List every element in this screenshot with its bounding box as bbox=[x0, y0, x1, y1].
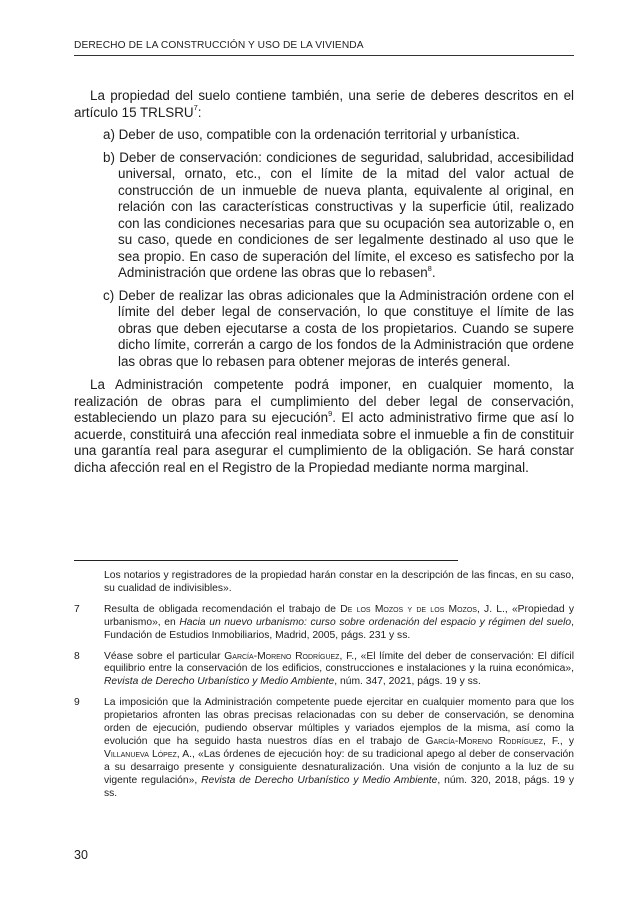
footnote-8-title: Revista de Derecho Urbanístico y Medio Ambiente bbox=[104, 676, 335, 688]
footnote-number: 7 bbox=[74, 603, 80, 615]
footnote-9-post: , núm. 320, 2018, págs. 19 y ss. bbox=[104, 774, 574, 799]
footnote-ref-8[interactable]: 8 bbox=[427, 263, 432, 273]
footnote-9 bbox=[74, 697, 574, 800]
running-header: DERECHO DE LA CONSTRUCCIÓN Y USO DE LA VIVIENDA bbox=[74, 40, 364, 51]
footnote-7-pre: Resulta de obligada recomendación el trabajo de bbox=[104, 603, 341, 615]
footnote-9-pre: La imposición que la Administración competente puede ejercitar en cualquier momento para que los propietarios afronten las obras precisas relacionadas con su deber de conservación, se denomina orden de ejecución, pudiendo observar múltiples y variados ejemplos de la misma, así como la evolución que ha seguido hasta nuestros días en el trabajo de bbox=[104, 697, 574, 747]
footnote-continuation-text: Los notarios y registradores de la propiedad harán constar en la descripción de las fincas, en su caso, su cualidad de indivisibles». bbox=[104, 570, 574, 594]
footnote-number: 8 bbox=[74, 650, 80, 662]
footnote-9-title: Revista de Derecho Urbanístico y Medio Ambiente bbox=[201, 774, 438, 786]
list-item-b-end: . bbox=[431, 265, 436, 280]
paragraph-2-start: La Administración competente podrá imponer, en cualquier momento, la realización de obras para el cumplimiento del deber legal de conservación, estableciendo un plazo para su ejecución bbox=[74, 377, 574, 425]
footnote-8-author: García-Moreno Rodríguez bbox=[224, 650, 340, 662]
list-item-c: c) Deber de realizar las obras adicionales que la Administración ordene con el límite del deber legal de conservación, lo que constituye el límite de las obras que deben ejecutarse a costa de los propietarios. Cuando se supere dicho límite, correrán a cargo de los fondos de la Administración que ordene las obras que lo rebasen para obtener mejoras de interés general. bbox=[103, 287, 574, 369]
footnote-8-pre: Véase sobre el particular bbox=[104, 650, 225, 662]
footnote-text bbox=[104, 651, 574, 690]
footnote-7-post: , Fundación de Estudios Inmobiliarios, Madrid, 2005, págs. 231 y ss. bbox=[104, 616, 574, 641]
footnote-number: 9 bbox=[74, 697, 80, 709]
footnote-8-post: , núm. 347, 2021, págs. 19 y ss. bbox=[334, 676, 481, 688]
footnote-7-mid: , J. L., «Propiedad y urbanismo», en bbox=[104, 603, 574, 628]
page-number: 30 bbox=[74, 848, 88, 862]
footnote-number-blank bbox=[74, 570, 104, 596]
footnote-7-author: De los Mozos y de los Mozos bbox=[340, 603, 477, 615]
intro-paragraph bbox=[74, 88, 574, 121]
list-item-b bbox=[74, 150, 574, 282]
paragraph-2-end: . El acto administrativo firme que así lo acuerde, constituirá una afección real inmediata sobre el inmueble a fin de constituir una garantía real para asegurar el cumplimiento de la obligación. Se hará constar dicha afección real en el Registro de la Propiedad mediante norma marginal. bbox=[74, 410, 575, 475]
footnote-9-mid-2: , A., «Las órdenes de ejecución hoy: de su tradicional apego al deber de conservación a su desarraigo presente y consiguiente desnaturalización. Una visión de conjunto a la luz de su vigente regulación», bbox=[104, 748, 574, 786]
footnote-rule bbox=[74, 560, 458, 561]
footnote-9-author-1: García-Moreno Rodríguez bbox=[425, 735, 543, 747]
footnote-8-mid: , F., «El límite del deber de conservación: El difícil equilibrio entre la conservación de los edificios, construcciones e instalaciones y la ruina económica», bbox=[104, 650, 574, 675]
intro-end: : bbox=[197, 104, 202, 120]
list-item-b-text: b) Deber de conservación: condiciones de seguridad, salubridad, accesibilidad universal, ornato, etc., con el límite de la mitad del valor actual de construcción de un inmueble de nueva planta, equivalente al original, en relación con las características constructivas y la superficie útil, realizado con las condiciones necesarias para que su ocupación sea autorizable o, en su caso, quede en condiciones de ser legalmente destinado al uso que le sea propio. En caso de superación del límite, el exceso es satisfecho por la Administración que ordene las obras que lo rebasen bbox=[103, 149, 574, 280]
footnote-9-author-2: Villanueva López bbox=[104, 748, 177, 760]
paragraph-administracion bbox=[74, 377, 574, 476]
footnote-9-mid-1: , F., y bbox=[542, 735, 574, 747]
list-item-a: a) Deber de uso, compatible con la ordenación territorial y urbanística. bbox=[103, 127, 520, 142]
main-text bbox=[74, 88, 574, 476]
footnote-text bbox=[104, 604, 574, 643]
footnote-8 bbox=[74, 651, 574, 690]
footnote-7 bbox=[74, 604, 574, 643]
footnote-continuation bbox=[74, 570, 574, 596]
intro-text: La propiedad del suelo contiene también, una serie de deberes descritos en el artículo 15 TRLSRU bbox=[74, 88, 574, 120]
footnote-ref-7[interactable]: 7 bbox=[193, 103, 198, 113]
footnote-7-title: Hacia un nuevo urbanismo: curso sobre ordenación del espacio y régimen del suelo bbox=[179, 616, 572, 628]
header-rule bbox=[74, 55, 574, 56]
footnotes bbox=[74, 570, 574, 809]
footnote-text bbox=[104, 697, 574, 800]
footnote-ref-9[interactable]: 9 bbox=[328, 408, 333, 418]
